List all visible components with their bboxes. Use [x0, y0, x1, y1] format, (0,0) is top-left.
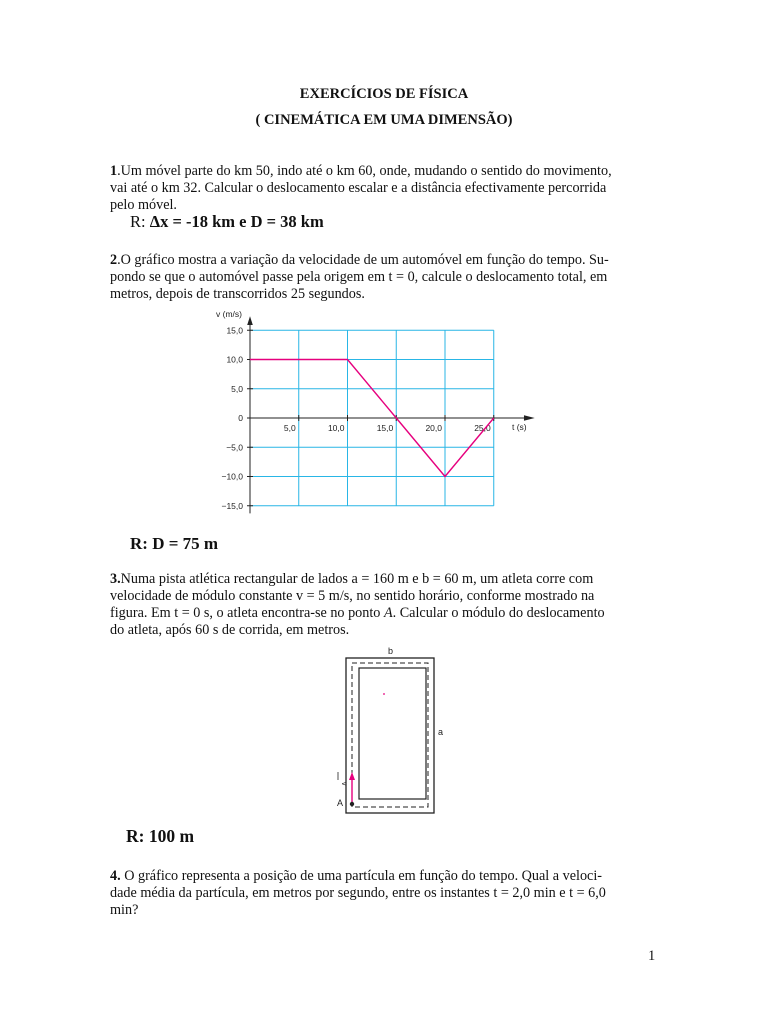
page-subtitle: ( CINEMÁTICA EM UMA DIMENSÃO) — [255, 112, 513, 128]
y-tick-label: −15,0 — [221, 500, 243, 511]
x-axis-label: t (s) — [512, 422, 527, 432]
x-axis-arrow-icon — [524, 415, 535, 421]
question-4 — [110, 868, 658, 919]
running-track-figure — [328, 642, 458, 817]
answer-3 — [126, 826, 194, 847]
y-tick-label: 0 — [238, 413, 243, 423]
velocity-arrow-icon — [349, 772, 355, 802]
question-3-line-3a: figura. Em t = 0 s, o atleta encontra-se no ponto — [110, 605, 384, 621]
x-tick-label: 25,0 — [474, 423, 491, 433]
question-1-line-3: pelo móvel. — [110, 197, 177, 213]
start-point-dot — [350, 802, 354, 806]
question-3-line-2: velocidade de módulo constante v = 5 m/s, no sentido horário, conforme mostrado na — [110, 588, 595, 604]
answer-1-value: Δx = -18 km e D = 38 km — [149, 212, 324, 231]
label-point-a: A — [337, 798, 344, 808]
x-tick-label: 15,0 — [376, 423, 394, 433]
velocity-time-chart — [205, 305, 545, 520]
answer-2-value: : D = 75 m — [142, 534, 219, 553]
question-4-line-1: O gráfico representa a posição de uma partícula em função do tempo. Qual a veloci- — [120, 868, 603, 884]
question-2-line-1: .O gráfico mostra a variação da velocidade de um automóvel em função do tempo. Su- — [117, 252, 609, 268]
chart-axes — [247, 316, 535, 513]
answer-2-prefix: R — [130, 534, 143, 553]
question-2-line-3: metros, depois de transcorridos 25 segundos. — [110, 286, 365, 302]
x-tick-label: 20,0 — [425, 423, 442, 433]
question-4-number: 4. — [110, 868, 121, 884]
question-1-number: 1 — [110, 163, 118, 179]
question-3-line-1: Numa pista atlética rectangular de lados a = 160 m e b = 60 m, um atleta corre com — [120, 571, 594, 587]
page-title: EXERCÍCIOS DE FÍSICA — [299, 86, 469, 102]
question-1-line-2: vai até o km 32. Calcular o deslocamento escalar e a distância efectivamente percorrida — [110, 180, 607, 196]
x-tick-label: 5,0 — [283, 423, 296, 433]
question-4-line-3: min? — [110, 902, 139, 918]
question-2-line-2: pondo se que o automóvel passe pela origem em t = 0, calcule o deslocamento total, em — [110, 269, 608, 285]
y-tick-label: 5,0 — [231, 383, 243, 394]
answer-2 — [130, 534, 218, 554]
question-3 — [110, 571, 658, 639]
question-2-number: 2 — [110, 252, 118, 268]
y-tick-label: 15,0 — [226, 325, 243, 336]
question-4-line-2: dade média da partícula, em metros por segundo, entre os instantes t = 2,0 min e t = 6,0 — [110, 885, 606, 901]
x-tick-label: 10,0 — [327, 423, 345, 433]
label-v: v — [340, 782, 347, 786]
label-a: a — [438, 727, 444, 737]
question-2 — [110, 252, 658, 303]
page-number: 1 — [648, 948, 656, 964]
track-dashed-lane — [352, 663, 428, 807]
y-tick-label: −5,0 — [226, 442, 243, 453]
y-tick-label: −10,0 — [221, 471, 243, 482]
question-3-number: 3. — [110, 571, 121, 587]
label-b: b — [388, 646, 394, 656]
answer-1 — [130, 212, 324, 232]
question-1 — [110, 163, 658, 214]
red-dot-mark — [383, 693, 385, 695]
answer-3-value: R: 100 m — [126, 826, 195, 846]
question-3-line-4: do atleta, após 60 s de corrida, em metros. — [110, 622, 350, 638]
y-axis-arrow-icon — [247, 316, 253, 325]
answer-1-prefix: R: — [130, 212, 150, 231]
question-3-line-3c: . Calcular o módulo do deslocamento — [392, 605, 605, 621]
question-1-line-1: .Um móvel parte do km 50, indo até o km 60, onde, mudando o sentido do movimento, — [117, 163, 612, 179]
y-tick-label: 10,0 — [226, 354, 243, 365]
track-inner-border — [359, 668, 426, 799]
question-3-point-a: A — [383, 605, 393, 621]
y-axis-label: v (m/s) — [216, 309, 242, 319]
